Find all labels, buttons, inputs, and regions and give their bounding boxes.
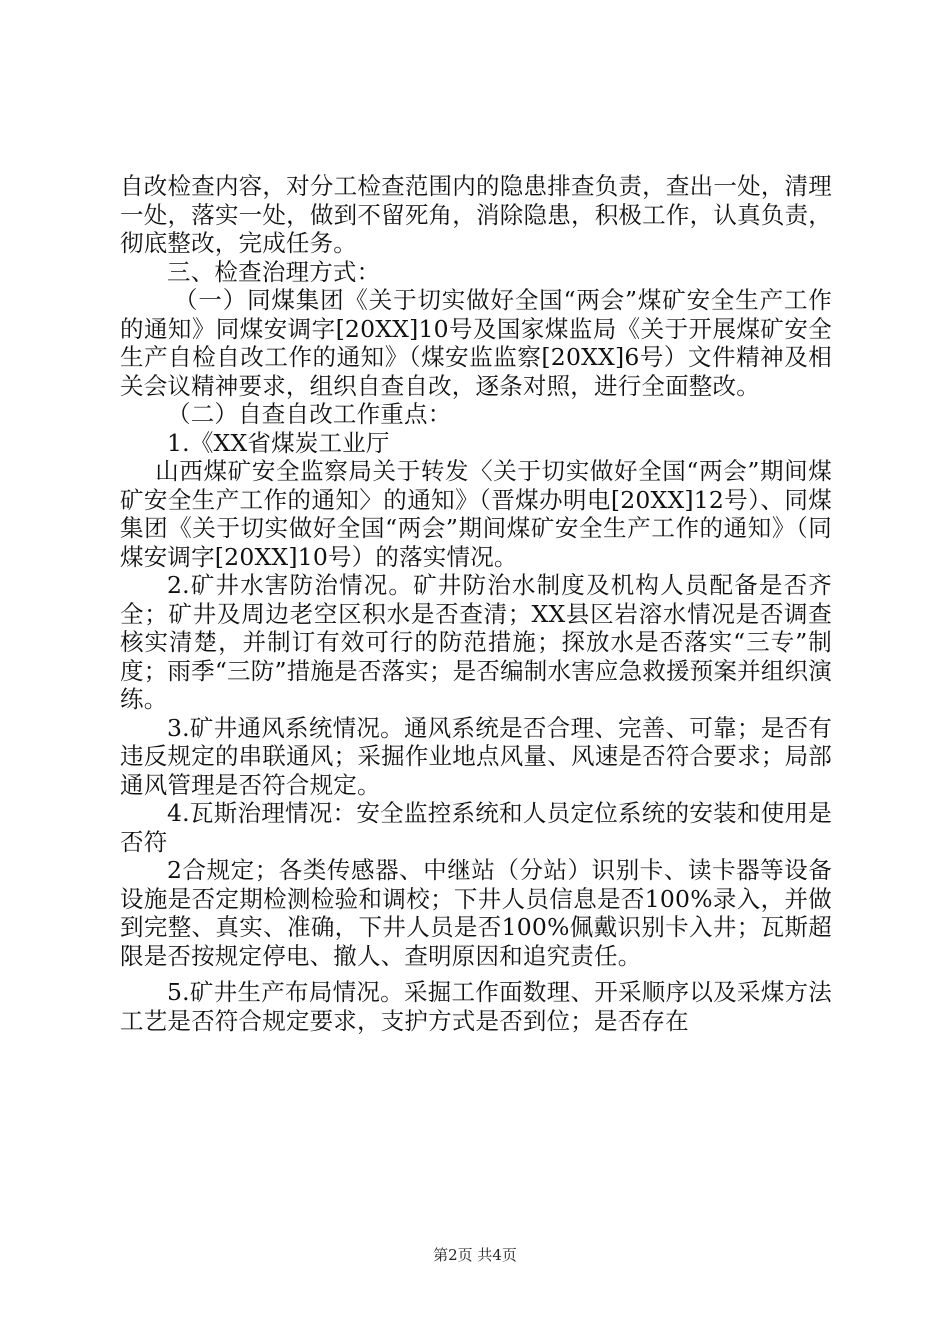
list-item-5: 5.矿井生产布局情况。采掘工作面数理、开采顺序以及采煤方法工艺是否符合规定要求，支护方式是否到位；是否存在 [120, 978, 832, 1035]
paragraph-continuation: 自改检查内容，对分工检查范围内的隐患排查负责，查出一处，清理一处，落实一处，做到不留死角，消除隐患，积极工作，认真负责，彻底整改，完成任务。 [120, 172, 832, 257]
list-item-1-title: 1.《XX省煤炭工业厅 [167, 428, 390, 457]
list-item-4: 4.瓦斯治理情况：安全监控系统和人员定位系统的安装和使用是否符 [120, 799, 832, 856]
list-item-3: 3.矿井通风系统情况。通风系统是否合理、完善、可靠；是否有违反规定的串联通风；采掘作业地点风量、风速是否符合要求；局部通风管理是否符合规定。 [120, 713, 832, 799]
section-heading-3: 三、检查治理方式： [167, 257, 381, 286]
paragraph-item-1: （一）同煤集团《关于切实做好全国“两会”煤矿安全生产工作的通知》同煤安调字[20XX]10号及国家煤监局《关于开展煤矿安全生产自检自改工作的通知》（煤安监监察[20XX]6号）文件精神及相关会议精神要求，组织自查自改，逐条对照，进行全面整改。 [120, 286, 832, 400]
list-item-1-body: 山西煤矿安全监察局关于转发〈关于切实做好全国“两会”期间煤矿安全生产工作的通知〉的通知》（晋煤办明电[20XX]12号）、同煤集团《关于切实做好全国“两会”期间煤矿安全生产工作的通知》（同煤安调字[20XX]10号）的落实情况。 [120, 457, 832, 571]
page-footer: 第2页 共4页 [433, 1246, 517, 1264]
list-item-2: 2.矿井水害防治情况。矿井防治水制度及机构人员配备是否齐全；矿井及周边老空区积水是否查清；XX县区岩溶水情况是否调查核实清楚，并制订有效可行的防范措施；探放水是否落实“三专”制度；雨季“三防”措施是否落实；是否编制水害应急救援预案并组织演练。 [120, 571, 832, 713]
list-item-4-continued: 2合规定；各类传感器、中继站（分站）识别卡、读卡器等设备设施是否定期检测检验和调校；下井人员信息是否100%录入，并做到完整、真实、准确，下井人员是否100%佩戴识别卡入井；瓦斯超限是否按规定停电、撤人、查明原因和追究责任。 [120, 856, 832, 970]
document-body [120, 172, 832, 1035]
subsection-heading-2: （二）自查自改工作重点： [167, 400, 452, 428]
